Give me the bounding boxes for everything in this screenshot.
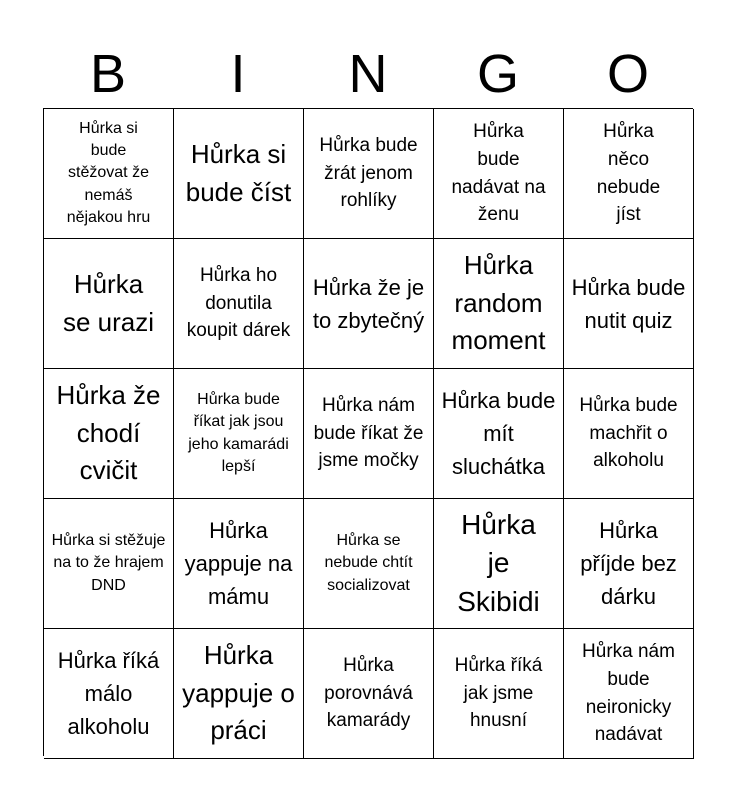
header-letter-n: N (348, 44, 388, 104)
cell-text: Hůrka říká jak jsme hnusní (454, 655, 543, 732)
bingo-cell-r1-c5[interactable] (564, 109, 694, 239)
cell-text: Hůrka říká málo alkoholu (57, 648, 160, 739)
cell-text: Hůrka nám bude říkat že jsme močky (313, 395, 424, 472)
bingo-cell-r2-c4[interactable] (434, 239, 564, 369)
bingo-cell-r1-c3[interactable] (304, 109, 434, 239)
bingo-cell-r4-c5[interactable] (564, 499, 694, 629)
bingo-cell-r4-c1[interactable] (44, 499, 174, 629)
cell-text: Hůrka yappuje na mámu (184, 518, 293, 609)
bingo-cell-r2-c3[interactable] (304, 239, 434, 369)
header-letter-b: B (89, 44, 127, 104)
bingo-cell-r3-c1[interactable] (44, 369, 174, 499)
bingo-cell-r4-c3[interactable] (304, 499, 434, 629)
cell-text: Hůrka se urazi (62, 268, 155, 337)
cell-text: Hůrka porovnává kamarády (324, 655, 413, 732)
bingo-cell-r2-c1[interactable] (44, 239, 174, 369)
cell-text: Hůrka ho donutila koupit dárek (186, 265, 291, 342)
bingo-cell-r1-c2[interactable] (174, 109, 304, 239)
bingo-cell-r3-c2[interactable] (174, 369, 304, 499)
cell-text: Hůrka je Skibidi (457, 508, 540, 617)
cell-text: Hůrka bude nadávat na ženu (451, 121, 546, 226)
cell-text: Hůrka si bude číst (185, 138, 292, 207)
cell-text: Hůrka příjde bez dárku (580, 518, 677, 609)
bingo-cell-r4-c4[interactable] (434, 499, 564, 629)
header-letter-g: G (476, 44, 519, 104)
cell-text: Hůrka random moment (451, 249, 546, 356)
bingo-cell-r1-c1[interactable] (44, 109, 174, 239)
bingo-cell-r5-c5[interactable] (564, 629, 694, 759)
cell-text: Hůrka něco nebude jíst (596, 121, 661, 226)
bingo-cell-r3-c5[interactable] (564, 369, 694, 499)
cell-text: Hůrka yappuje o práci (182, 639, 295, 746)
cell-text: Hůrka se nebude chtít socializovat (324, 532, 413, 594)
cell-text: Hůrka nám bude neironicky nadávat (582, 641, 675, 746)
bingo-cell-r5-c3[interactable] (304, 629, 434, 759)
cell-text: Hůrka že chodí cvičit (56, 379, 161, 486)
cell-text: Hůrka bude říkat jak jsou jeho kamarádi lepší (188, 391, 289, 475)
bingo-cell-r3-c3[interactable] (304, 369, 434, 499)
bingo-cell-r5-c1[interactable] (44, 629, 174, 759)
bingo-cell-r2-c5[interactable] (564, 239, 694, 369)
bingo-cell-r3-c4[interactable] (434, 369, 564, 499)
header-letter-i: I (230, 44, 246, 104)
cell-text: Hůrka bude žrát jenom rohlíky (319, 135, 418, 212)
bingo-cell-r2-c2[interactable] (174, 239, 304, 369)
cell-text: Hůrka bude mít sluchátka (441, 388, 556, 479)
cell-text: Hůrka bude machřit o alkoholu (579, 395, 678, 472)
bingo-cell-r5-c4[interactable] (434, 629, 564, 759)
cell-text: Hůrka bude nutit quiz (571, 274, 686, 333)
cell-text: Hůrka že je to zbytečný (312, 274, 425, 333)
bingo-cell-r5-c2[interactable] (174, 629, 304, 759)
bingo-header (43, 40, 693, 108)
bingo-grid (43, 108, 693, 756)
cell-text: Hůrka si bude stěžovat že nemáš nějakou hru (66, 120, 151, 226)
bingo-cell-r1-c4[interactable] (434, 109, 564, 239)
bingo-cell-r4-c2[interactable] (174, 499, 304, 629)
header-letter-o: O (606, 44, 649, 104)
cell-text: Hůrka si stěžuje na to že hrajem DND (51, 532, 166, 594)
